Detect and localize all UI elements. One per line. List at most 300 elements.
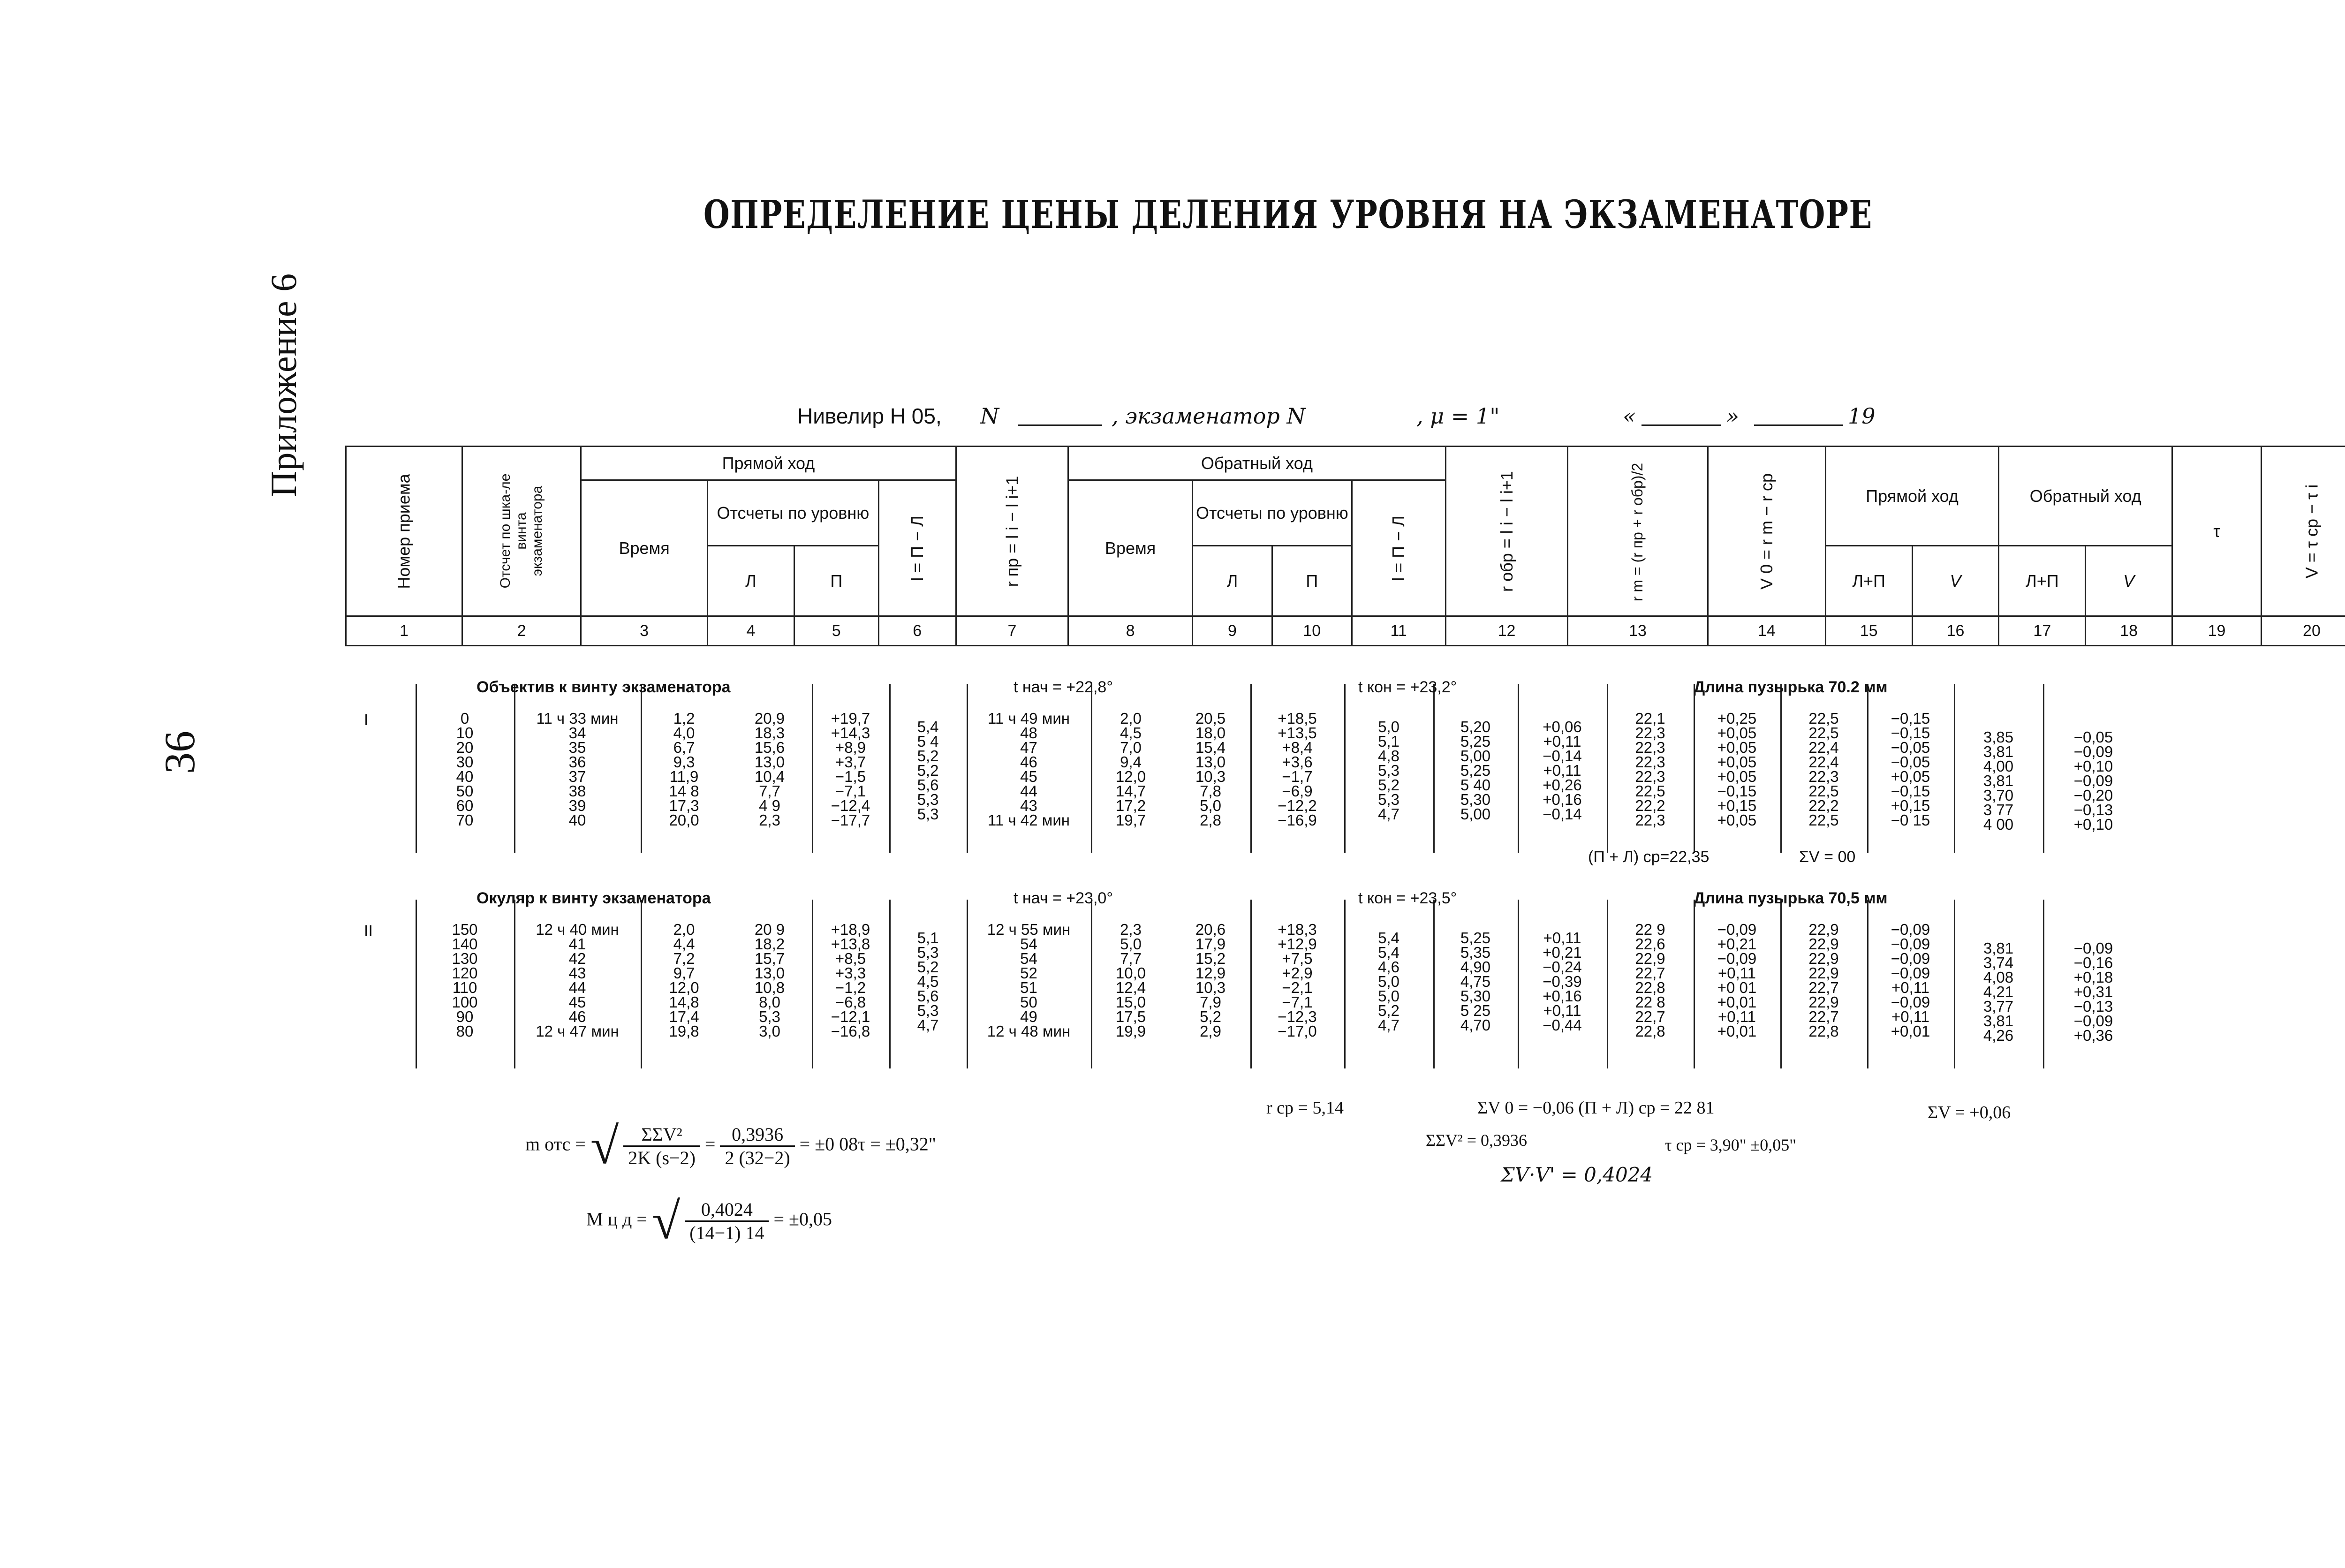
- table-cell: 22,8: [1808, 1023, 1839, 1040]
- section2-column-3: [514, 922, 641, 1038]
- section1-column-19: [1954, 730, 2043, 832]
- column-number-8: 8: [1068, 616, 1193, 646]
- table-cell: −1,2: [835, 979, 866, 996]
- section1-number: I: [364, 711, 369, 729]
- table-cell: 20: [456, 739, 474, 756]
- table-cell: −0,09: [1891, 950, 1930, 967]
- column-number-13: 13: [1568, 616, 1708, 646]
- table-cell: 5,6: [917, 987, 939, 1005]
- column-number-14: 14: [1708, 616, 1825, 646]
- table-cell: −0,15: [1717, 782, 1757, 800]
- table-cell: 3,81: [1983, 772, 2014, 789]
- table-cell: 13,0: [754, 753, 785, 771]
- section1-column-8: [967, 711, 1091, 827]
- table-cell: 3,81: [1983, 1012, 2014, 1030]
- table-cell: 22,3: [1635, 724, 1665, 742]
- table-cell: 18,2: [754, 935, 785, 953]
- table-cell: 10,8: [754, 979, 785, 996]
- summary-handwritten: ΣV·V' = 0,4024: [1501, 1163, 1653, 1186]
- table-cell: 12 ч 48 мин: [987, 1023, 1071, 1040]
- table-cell: −0,16: [2073, 954, 2113, 971]
- table-cell: 5,30: [1460, 987, 1491, 1005]
- table-cell: +0,31: [2073, 983, 2113, 1000]
- table-cell: 5,4: [917, 718, 939, 735]
- column-number-7: 7: [956, 616, 1068, 646]
- table-cell: +0,01: [1717, 1023, 1757, 1040]
- section2-column-16: [1694, 922, 1780, 1038]
- table-cell: +3,6: [1282, 753, 1313, 771]
- table-cell: +0,16: [1543, 791, 1582, 808]
- table-cell: 22 8: [1635, 993, 1665, 1011]
- table-cell: +0,11: [1717, 964, 1756, 982]
- table-cell: 2,0: [673, 921, 695, 938]
- table-cell: +18,5: [1278, 710, 1317, 727]
- table-cell: −0,05: [1891, 753, 1930, 771]
- table-cell: 19,7: [1115, 811, 1146, 829]
- table-cell: 3,74: [1983, 954, 2014, 971]
- col-header-P: П: [794, 546, 878, 616]
- table-cell: −7,1: [1282, 993, 1313, 1011]
- table-cell: +0,11: [1891, 979, 1930, 996]
- table-cell: 130: [452, 950, 478, 967]
- table-cell: +0,11: [1891, 1008, 1930, 1025]
- table-cell: 50: [456, 782, 474, 800]
- col-header-backward: Обратный ход: [1068, 447, 1445, 480]
- table-cell: 4,4: [673, 935, 695, 953]
- formula-m-den2: 2 (32−2): [725, 1147, 790, 1168]
- table-cell: 5,2: [1378, 1002, 1399, 1019]
- column-number-3: 3: [581, 616, 708, 646]
- section1-column-12: [1344, 720, 1433, 821]
- table-cell: 10,3: [1195, 768, 1226, 785]
- table-cell: +14,3: [831, 724, 870, 742]
- table-cell: 3,85: [1983, 728, 2014, 746]
- col-header-forward: Прямой ход: [581, 447, 956, 480]
- section1-column-4: [641, 711, 727, 827]
- table-cell: +13,5: [1278, 724, 1317, 742]
- header-quote-open: «: [1623, 403, 1636, 429]
- table-cell: 12,9: [1195, 964, 1226, 982]
- table-cell: 22,3: [1635, 753, 1665, 771]
- table-cell: 7,0: [1120, 739, 1142, 756]
- table-cell: 2,3: [759, 811, 780, 829]
- section2-number: II: [364, 922, 373, 940]
- table-cell: −12,4: [831, 797, 870, 814]
- header-quote-close: »: [1726, 403, 1740, 429]
- section2-column-9: [1091, 922, 1171, 1038]
- formula-M-num: 0,4024: [685, 1198, 769, 1222]
- table-cell: 150: [452, 921, 478, 938]
- table-cell: 4,5: [1120, 724, 1142, 742]
- table-cell: 45: [1020, 768, 1037, 785]
- table-cell: +0,18: [2073, 969, 2113, 986]
- header-level: Нивелир Н 05,: [797, 404, 942, 428]
- table-cell: 4,75: [1460, 973, 1491, 990]
- table-cell: 35: [568, 739, 586, 756]
- column-number-2: 2: [462, 616, 581, 646]
- table-cell: 22,2: [1808, 797, 1839, 814]
- summary-rcp: r ср = 5,14: [1266, 1098, 1344, 1118]
- col-header-13: r m = (r пр + r обр)/2: [1568, 447, 1708, 616]
- table-cell: 5,25: [1460, 929, 1491, 947]
- table-cell: 20 9: [754, 921, 785, 938]
- table-cell: 5,3: [917, 944, 939, 961]
- formula-m-num: ΣΣV²: [623, 1123, 700, 1147]
- section2-column-20: [2043, 941, 2144, 1043]
- table-cell: 5 40: [1460, 776, 1491, 794]
- table-cell: 10,0: [1115, 964, 1146, 982]
- table-cell: +0,15: [1891, 797, 1930, 814]
- section2-column-2: [416, 922, 514, 1038]
- table-cell: 15,0: [1115, 993, 1146, 1011]
- table-cell: 22,9: [1808, 993, 1839, 1011]
- section2-column-10: [1171, 922, 1250, 1038]
- table-cell: −0,14: [1543, 747, 1582, 765]
- column-number-row: [346, 616, 2345, 646]
- table-cell: 5,2: [917, 747, 939, 765]
- table-cell: +3,3: [835, 964, 866, 982]
- page-number: 36: [156, 731, 204, 774]
- table-cell: 4,0: [673, 724, 695, 742]
- table-cell: 22,5: [1808, 710, 1839, 727]
- column-number-15: 15: [1825, 616, 1912, 646]
- table-cell: 48: [1020, 724, 1037, 742]
- table-cell: 50: [1020, 993, 1037, 1011]
- section1-column-3: [514, 711, 641, 827]
- table-body: [345, 656, 2137, 1078]
- col-header-bwd2: Обратный ход: [1999, 447, 2172, 546]
- table-cell: 4,00: [1983, 757, 2014, 775]
- summary-sum-v: ΣV = +0,06: [1928, 1103, 2011, 1122]
- table-cell: 22,5: [1808, 811, 1839, 829]
- table-cell: 4,90: [1460, 958, 1491, 976]
- col-header-tau: τ: [2172, 447, 2262, 616]
- table-cell: 5,3: [917, 1002, 939, 1019]
- table-cell: 5,4: [1378, 944, 1399, 961]
- section2-column-17: [1780, 922, 1867, 1038]
- column-number-9: 9: [1193, 616, 1272, 646]
- section1-bubble: Длина пузырька 70.2 мм: [1694, 678, 1888, 696]
- table-cell: 19,8: [669, 1023, 699, 1040]
- table-cell: +2,9: [1282, 964, 1313, 982]
- table-cell: −0,24: [1543, 958, 1582, 976]
- table-cell: 38: [568, 782, 586, 800]
- table-cell: 54: [1020, 950, 1037, 967]
- table-cell: 43: [568, 964, 586, 982]
- table-cell: 22,7: [1635, 1008, 1665, 1025]
- table-cell: 22,9: [1635, 950, 1665, 967]
- table-cell: 5,3: [759, 1008, 780, 1025]
- table-cell: +0,11: [1543, 762, 1581, 779]
- table-cell: +0,11: [1543, 929, 1581, 947]
- table-cell: 14 8: [669, 782, 699, 800]
- table-cell: −0,05: [2073, 728, 2113, 746]
- section2-column-5: [727, 922, 812, 1038]
- table-cell: +19,7: [831, 710, 870, 727]
- column-number-11: 11: [1352, 616, 1445, 646]
- section2-column-18: [1867, 922, 1954, 1038]
- table-cell: 22 9: [1635, 921, 1665, 938]
- table-cell: 120: [452, 964, 478, 982]
- table-cell: 90: [456, 1008, 474, 1025]
- table-cell: 4,70: [1460, 1016, 1491, 1034]
- table-cell: +0,11: [1543, 733, 1581, 750]
- table-cell: −0,09: [1717, 921, 1757, 938]
- table-cell: +0,05: [1717, 811, 1757, 829]
- col-header-LP2: Л+П: [1999, 546, 2086, 616]
- section2-column-4: [641, 922, 727, 1038]
- col-header-6: l = П − Л: [878, 480, 956, 616]
- table-cell: −0,39: [1543, 973, 1582, 990]
- table-cell: 17,5: [1115, 1008, 1146, 1025]
- table-cell: +0,11: [1543, 1002, 1581, 1019]
- table-cell: 22,9: [1808, 964, 1839, 982]
- table-cell: 51: [1020, 979, 1037, 996]
- column-number-4: 4: [708, 616, 794, 646]
- section2-column-8: [967, 922, 1091, 1038]
- table-cell: 14,8: [669, 993, 699, 1011]
- table-cell: +0,26: [1543, 776, 1582, 794]
- table-cell: 5,25: [1460, 762, 1491, 779]
- table-cell: 80: [456, 1023, 474, 1040]
- table-cell: −0,09: [1717, 950, 1757, 967]
- table-cell: 5,2: [1200, 1008, 1221, 1025]
- table-cell: 5,0: [1378, 718, 1399, 735]
- col-header-11: l = П − Л: [1352, 480, 1445, 616]
- table-cell: 9,4: [1120, 753, 1142, 771]
- table-cell: 2,0: [1120, 710, 1142, 727]
- column-number-10: 10: [1272, 616, 1352, 646]
- table-cell: 10,4: [754, 768, 785, 785]
- table-cell: +0,05: [1891, 768, 1930, 785]
- section1-column-2: [416, 711, 514, 827]
- table-cell: −0,44: [1543, 1016, 1582, 1034]
- table-cell: 5,3: [917, 805, 939, 823]
- table-cell: +0,15: [1717, 797, 1757, 814]
- summary-sum-vv: ΣΣV² = 0,3936: [1426, 1131, 1527, 1150]
- col-header-readings2: Отсчеты по уровню: [1193, 480, 1352, 546]
- table-cell: 5,0: [1120, 935, 1142, 953]
- formula-m: m отс = √ $\frac{\text{ΣΣV²}}{2K (s-2)}$ = $\frac{0,3936}{2 (32-2)}$ = ±0 08τ = ±0,32": [525, 1117, 937, 1174]
- section2-column-7: [889, 931, 967, 1032]
- section2-column-6: [812, 922, 889, 1038]
- section1-column-20: [2043, 730, 2144, 832]
- formula-M-den: (14−1) 14: [689, 1222, 764, 1243]
- table-cell: 13,0: [1195, 753, 1226, 771]
- table-cell: +18,9: [831, 921, 870, 938]
- col-header-time2: Время: [1068, 480, 1193, 616]
- table-cell: −0,15: [1891, 782, 1930, 800]
- table-cell: 2,9: [1200, 1023, 1221, 1040]
- section1-column-11: [1250, 711, 1344, 827]
- table-cell: 22,5: [1635, 782, 1665, 800]
- section1-t-end: t кон = +23,2°: [1358, 678, 1457, 696]
- section1-column-5: [727, 711, 812, 827]
- table-cell: +0,10: [2073, 757, 2113, 775]
- table-cell: 0: [460, 710, 469, 727]
- col-header-1: Номер приема: [346, 447, 462, 616]
- table-cell: +0,21: [1543, 944, 1582, 961]
- table-cell: −0,09: [1891, 935, 1930, 953]
- table-cell: 5,25: [1460, 733, 1491, 750]
- table-cell: 22,4: [1808, 753, 1839, 771]
- table-cell: 5,30: [1460, 791, 1491, 808]
- section1-column-7: [889, 720, 967, 821]
- table-cell: 22,9: [1808, 950, 1839, 967]
- section1-sum-v: ΣV = 00: [1799, 848, 1856, 866]
- table-cell: 22,8: [1635, 979, 1665, 996]
- table-cell: 11 ч 42 мин: [987, 811, 1070, 829]
- formula-m-result: = ±0 08τ = ±0,32": [799, 1133, 937, 1155]
- table-cell: 3,81: [1983, 939, 2014, 957]
- table-cell: −6,8: [835, 993, 866, 1011]
- table-cell: 5,4: [1378, 929, 1399, 947]
- table-cell: +0,05: [1717, 739, 1757, 756]
- table-cell: 5,0: [1200, 797, 1221, 814]
- table-cell: 5,6: [917, 776, 939, 794]
- column-number-5: 5: [794, 616, 878, 646]
- table-cell: −0,15: [1891, 724, 1930, 742]
- section2-column-13: [1433, 931, 1518, 1032]
- table-cell: 20,5: [1195, 710, 1226, 727]
- table-cell: −0,09: [2073, 743, 2113, 760]
- table-cell: 15,7: [754, 950, 785, 967]
- table-cell: 41: [568, 935, 586, 953]
- col-header-L2: Л: [1193, 546, 1272, 616]
- section1-column-18: [1867, 711, 1954, 827]
- table-cell: 19,9: [1115, 1023, 1146, 1040]
- table-cell: 4,7: [1378, 1016, 1399, 1034]
- table-cell: 7,8: [1200, 782, 1221, 800]
- table-cell: 22,8: [1635, 1023, 1665, 1040]
- table-cell: 17,2: [1115, 797, 1146, 814]
- table-cell: 22,3: [1808, 768, 1839, 785]
- table-cell: 34: [568, 724, 586, 742]
- table-cell: 10: [456, 724, 474, 742]
- summary-tau-cp: τ ср = 3,90" ±0,05": [1665, 1136, 1796, 1154]
- table-cell: −0,14: [1543, 805, 1582, 823]
- formula-M-lhs: M ц д =: [586, 1208, 647, 1230]
- table-cell: +12,9: [1278, 935, 1317, 953]
- table-cell: 7,7: [759, 782, 780, 800]
- table-cell: 22,7: [1635, 964, 1665, 982]
- section2-column-12: [1344, 931, 1433, 1032]
- col-header-readings: Отсчеты по уровню: [708, 480, 879, 546]
- table-cell: −0,13: [2073, 801, 2113, 818]
- col-header-fwd2: Прямой ход: [1825, 447, 1999, 546]
- table-cell: 11 ч 33 мин: [536, 710, 619, 727]
- table-cell: 17,4: [669, 1008, 699, 1025]
- column-number-16: 16: [1912, 616, 1999, 646]
- table-cell: −0,05: [1891, 739, 1930, 756]
- table-cell: 22,1: [1635, 710, 1665, 727]
- section2-column-19: [1954, 941, 2043, 1043]
- col-header-V2: V: [2086, 546, 2172, 616]
- section1-t-start: t нач = +22,8°: [1014, 678, 1113, 696]
- table-cell: 3,77: [1983, 998, 2014, 1015]
- table-cell: −0,20: [2073, 787, 2113, 804]
- table-cell: −7,1: [835, 782, 866, 800]
- table-cell: +0,01: [1717, 993, 1757, 1011]
- table-cell: 49: [1020, 1008, 1037, 1025]
- table-cell: 20,0: [669, 811, 699, 829]
- table-cell: 4,7: [917, 1016, 939, 1034]
- table-cell: 5,0: [1378, 987, 1399, 1005]
- col-header-20: V = τ ср − τ i: [2261, 447, 2345, 616]
- table-cell: 5,3: [917, 791, 939, 808]
- table-cell: +8,5: [835, 950, 866, 967]
- table-cell: 4 9: [759, 797, 780, 814]
- blank-line: [1642, 424, 1721, 426]
- section1-column-15: [1607, 711, 1694, 827]
- table-cell: 22,3: [1635, 739, 1665, 756]
- section2-t-end: t кон = +23,5°: [1358, 889, 1457, 907]
- section1-column-17: [1780, 711, 1867, 827]
- table-cell: 4,08: [1983, 969, 2014, 986]
- table-cell: −0,09: [2073, 772, 2113, 789]
- table-cell: +0,36: [2073, 1027, 2113, 1044]
- table-cell: 17,3: [669, 797, 699, 814]
- table-cell: 30: [456, 753, 474, 771]
- table-cell: 5,35: [1460, 944, 1491, 961]
- table-cell: −0,09: [2073, 939, 2113, 957]
- table-cell: 22,5: [1808, 724, 1839, 742]
- table-cell: 8,0: [759, 993, 780, 1011]
- section1-column-9: [1091, 711, 1171, 827]
- section2-label: Окуляр к винту экзаменатора: [477, 889, 711, 907]
- table-cell: −17,0: [1278, 1023, 1317, 1040]
- table-cell: 5,0: [1378, 973, 1399, 990]
- section1-label: Объектив к винту экзаменатора: [477, 678, 731, 696]
- table-cell: −0,13: [2073, 998, 2113, 1015]
- summary-sum-v0: ΣV 0 = −0,06 (П + Л) ср = 22 81: [1477, 1098, 1715, 1118]
- header-mu: , μ = 1": [1416, 403, 1500, 429]
- table-cell: 11 ч 49 мин: [987, 710, 1070, 727]
- table-cell: 37: [568, 768, 586, 785]
- table-cell: 40: [568, 811, 586, 829]
- table-cell: 44: [568, 979, 586, 996]
- table-cell: −0,09: [1891, 964, 1930, 982]
- formula-m-den: 2K (s−2): [628, 1147, 696, 1168]
- table-cell: 54: [1020, 935, 1037, 953]
- table-cell: −6,9: [1282, 782, 1313, 800]
- table-cell: 2,3: [1120, 921, 1142, 938]
- table-cell: +13,8: [831, 935, 870, 953]
- section2-t-start: t нач = +23,0°: [1014, 889, 1113, 907]
- table-cell: −0,09: [1891, 993, 1930, 1011]
- table-cell: 6,7: [673, 739, 695, 756]
- table-cell: 5,00: [1460, 805, 1491, 823]
- table-cell: 2,8: [1200, 811, 1221, 829]
- table-cell: 18,0: [1195, 724, 1226, 742]
- table-cell: 42: [568, 950, 586, 967]
- table-cell: 12 ч 47 мин: [536, 1023, 619, 1040]
- section1-column-13: [1433, 720, 1518, 821]
- col-header-14: V 0 = r m − r ср: [1708, 447, 1825, 616]
- table-cell: 70: [456, 811, 474, 829]
- table-cell: 39: [568, 797, 586, 814]
- table-cell: +7,5: [1282, 950, 1313, 967]
- table-cell: 15,2: [1195, 950, 1226, 967]
- table-cell: +0,05: [1717, 768, 1757, 785]
- section2-column-15: [1607, 922, 1694, 1038]
- table-cell: 110: [452, 979, 477, 996]
- column-number-6: 6: [878, 616, 956, 646]
- table-cell: 22,5: [1808, 782, 1839, 800]
- table-cell: 22,9: [1808, 935, 1839, 953]
- table-cell: 60: [456, 797, 474, 814]
- table-cell: 5,3: [1378, 762, 1399, 779]
